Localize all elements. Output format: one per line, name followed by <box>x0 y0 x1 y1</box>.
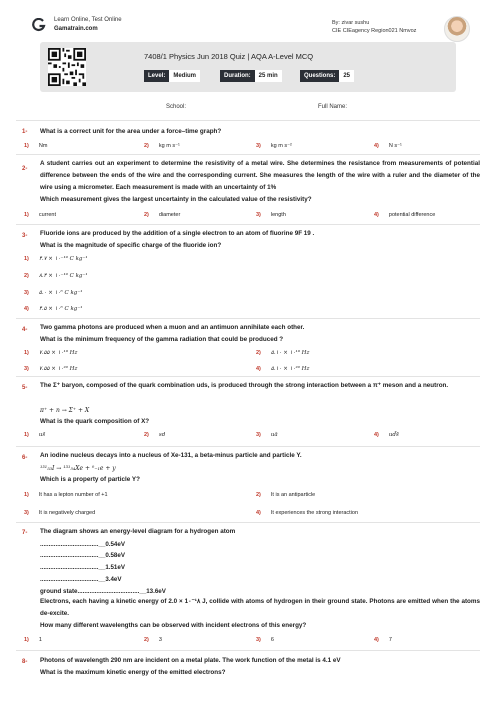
divider <box>16 522 480 523</box>
option-3[interactable]: 3) It is negatively charged <box>24 510 96 516</box>
option-2[interactable]: 2) kg m s⁻¹ <box>144 143 180 149</box>
duration-pill <box>220 70 282 82</box>
reaction-equation: π⁺ + n → Σ⁺ + X <box>40 407 90 414</box>
option-1[interactable]: 1) It has a lepton number of +1 <box>24 492 108 498</box>
author: By: zivar sushu <box>332 20 370 26</box>
question-number: 3- <box>22 233 28 239</box>
energy-level: ground state....................................__13.6eV <box>40 588 166 595</box>
question-number: 7- <box>22 530 28 536</box>
quiz-banner <box>40 42 456 92</box>
option-1[interactable]: 1) ۷.۵۵ × ۱۰¹⁹ Hz <box>24 350 78 356</box>
question-text: An iodine nucleus decays into a nucleus of Xe-131, a beta-minus particle and particle Y. <box>40 452 302 459</box>
questions-label: Questions: <box>300 70 339 82</box>
option-1[interactable]: 1) us̄ <box>24 432 46 438</box>
option-2[interactable]: 2) It is an antiparticle <box>256 492 316 498</box>
decay-equation: ¹³¹₅₃I → ¹³¹₅₄Xe + ⁰₋₁e + y <box>40 465 116 472</box>
level-label: Level: <box>144 70 169 82</box>
question-number: 1- <box>22 129 28 135</box>
option-3[interactable]: 3) kg m s⁻² <box>256 143 292 149</box>
question-text: A student carries out an experiment to determine the resistivity of a metal wire. She determines the resistance from measurements of potential difference between the ends of the wire and the corresponding current. She measures the length of the wire with a ruler and the diameter of the wire using a micrometer. Each measurement is made with an uncertainty of 1% <box>40 160 480 191</box>
question-prompt: What is the maximum kinetic energy of the emitted electrons? <box>40 669 226 676</box>
gamatrain-logo-icon <box>32 18 46 32</box>
question-number: 6- <box>22 455 28 461</box>
divider <box>16 154 480 155</box>
option-1[interactable]: 1) 1 <box>24 637 42 643</box>
energy-level: ..................................__0.54eV <box>40 541 125 548</box>
option-2[interactable]: 2) 3 <box>144 637 162 643</box>
questions-value: 25 <box>339 70 354 82</box>
divider <box>16 318 480 319</box>
question-number: 4- <box>22 327 28 333</box>
option-2[interactable]: 2) ۵.۱۰ × ۱۰¹⁹ Hz <box>256 350 310 356</box>
school-field[interactable]: School: <box>166 104 187 110</box>
quiz-title: 7408/1 Physics Jun 2018 Quiz | AQA A-Level MCQ <box>144 52 314 61</box>
page-header <box>32 16 472 42</box>
divider <box>16 446 480 447</box>
duration-value: 25 min <box>255 70 282 82</box>
question-text: The Σ⁺ baryon, composed of the quark combination uds, is produced through the strong interaction between a π⁺ meson and a neutron. <box>40 382 449 389</box>
question-text: Photons of wavelength 290 nm are incident on a metal plate. The work function of the metal is 4.1 eV <box>40 657 341 664</box>
divider <box>16 650 480 651</box>
energy-level: ..................................__1.51eV <box>40 564 125 571</box>
option-3[interactable]: 3) ۷.۵۵ × ۱۰²⁰ Hz <box>24 366 78 372</box>
option-1[interactable]: 1) ۴.۷ × ۱۰⁻¹⁹ C kg⁻¹ <box>24 256 88 262</box>
question-prompt: What is the minimum frequency of the gamma radiation that could be produced ? <box>40 336 284 343</box>
avatar <box>444 16 470 42</box>
question-context: Electrons, each having a kinetic energy of 2.0 × 1۰⁻¹۸ J, collide with atoms of hydrogen in their ground state. Photons are emitted when the atoms de-excite. <box>40 598 480 617</box>
divider <box>16 120 480 121</box>
level-value: Medium <box>169 70 200 82</box>
question-number: 5- <box>22 385 28 391</box>
option-4[interactable]: 4) It experiences the strong interaction <box>256 510 359 516</box>
question-text: What is a correct unit for the area under a force–time graph? <box>40 128 222 135</box>
option-4[interactable]: 4) ۴.۵ × ۱۰⁶ C kg⁻¹ <box>24 306 83 312</box>
option-3[interactable]: 3) uā <box>256 432 278 438</box>
brand-site[interactable]: Gamatrain.com <box>54 26 98 32</box>
option-2[interactable]: 2) ۸.۴ × ۱۰⁻¹⁹ C kg⁻¹ <box>24 273 88 279</box>
qr-code-icon <box>48 48 86 86</box>
divider <box>16 224 480 225</box>
option-3[interactable]: 3) ۵.۰ × ۱۰⁶ C kg⁻¹ <box>24 290 83 296</box>
full-name-field[interactable]: Full Name: <box>318 104 348 110</box>
question-prompt: What is the quark composition of X? <box>40 418 150 425</box>
option-4[interactable]: 4) N s⁻¹ <box>374 143 402 149</box>
level-pill <box>144 70 200 82</box>
question-prompt: How many different wavelengths can be observed with incident electrons of this energy? <box>40 622 307 629</box>
option-3[interactable]: 3) 6 <box>256 637 274 643</box>
questions-pill <box>300 70 354 82</box>
question-number: 2- <box>22 166 28 172</box>
option-2[interactable]: 2) diameter <box>144 212 181 218</box>
duration-label: Duration: <box>220 70 255 82</box>
question-prompt: Which is a property of particle Y? <box>40 476 140 483</box>
energy-level: ..................................__0.58eV <box>40 552 125 559</box>
option-2[interactable]: 2) sd <box>144 432 166 438</box>
option-3[interactable]: 3) length <box>256 212 286 218</box>
option-4[interactable]: 4) potential difference <box>374 212 436 218</box>
question-text: Two gamma photons are produced when a muon and an antimuon annihilate each other. <box>40 324 305 331</box>
brand-tagline: Learn Online, Test Online <box>54 17 122 23</box>
author-organization: CIE CIEagency Region021 Nmvoz <box>332 28 417 34</box>
question-prompt: What is the magnitude of specific charge of the fluoride ion? <box>40 242 222 249</box>
option-1[interactable]: 1) Nm <box>24 143 48 149</box>
question-text: The diagram shows an energy-level diagram for a hydrogen atom <box>40 528 236 535</box>
question-text: Fluoride ions are produced by the addition of a single electron to an atom of fluorine 9F 19 . <box>40 230 315 237</box>
option-4[interactable]: 4) ۵.۱۰ × ۱۰²⁰ Hz <box>256 366 310 372</box>
question-number: 8- <box>22 659 28 665</box>
divider <box>16 376 480 377</box>
question-prompt: Which measurement gives the largest uncertainty in the calculated value of the resistivity? <box>40 196 312 203</box>
option-1[interactable]: 1) current <box>24 212 57 218</box>
option-4[interactable]: 4) ud̄s̄ <box>374 432 399 438</box>
option-4[interactable]: 4) 7 <box>374 637 392 643</box>
energy-level: ..................................__3.4eV <box>40 576 122 583</box>
